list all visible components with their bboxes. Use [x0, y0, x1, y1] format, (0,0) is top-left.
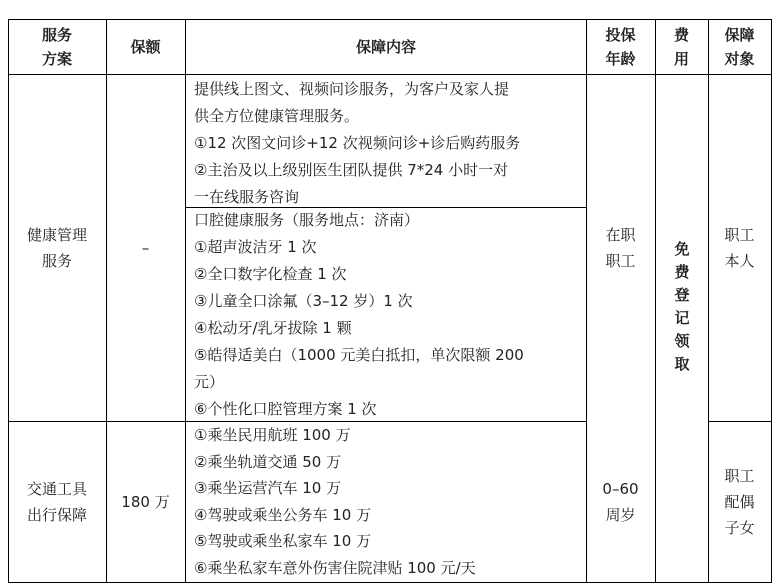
row1-coverage-online: 提供线上图文、视频问诊服务，为客户及家人提 供全方位健康管理服务。 ①12 次图文问诊+12 次视频问诊+诊后购药服务 ②主治及以上级别医生团队提供 7*24 小时一对 一在线服务咨询	[194, 80, 521, 206]
header-service-plan: 服务 方案	[41, 25, 72, 68]
table-border-bottom	[8, 582, 772, 583]
row1-coverage-dental: 口腔健康服务（服务地点：济南） ①超声波洁牙 1 次 ②全口数字化检查 1 次 ③儿童全口涂氟（3–12 岁）1 次 ④松动牙/乳牙拔除 1 颗 ⑤皓得适美白（1000 元美白抵扣，单次限额 200 元） ⑥个性化口腔管理方案 1 次	[194, 211, 524, 418]
fee-free-registration: 免费登记领取	[672, 241, 691, 379]
table-border-right	[771, 19, 772, 583]
header-target: 保障 对象	[724, 25, 755, 68]
row2-plan: 交通工具 出行保障	[26, 480, 87, 524]
row1-target: 职工 本人	[724, 226, 755, 270]
row2-age: 0–60 周岁	[602, 480, 639, 524]
row2-target: 职工 配偶 子女	[724, 467, 755, 537]
header-age: 投保 年龄	[605, 25, 636, 68]
row1-age: 在职 职工	[605, 226, 636, 270]
row2-amount: 180 万	[121, 493, 170, 511]
header-amount: 保额	[130, 37, 161, 56]
row1-plan: 健康管理 服务	[26, 226, 87, 270]
header-coverage: 保障内容	[355, 37, 416, 56]
row1-amount: –	[141, 239, 150, 257]
header-fee: 费 用	[673, 25, 689, 68]
col-divider-2	[185, 19, 186, 583]
row2-coverage: ①乘坐民用航班 100 万 ②乘坐轨道交通 50 万 ③乘坐运营汽车 10 万 ④驾驶或乘坐公务车 10 万 ⑤驾驶或乘坐私家车 10 万 ⑥乘坐私家车意外伤害住院津贴 100 元/天	[194, 426, 476, 577]
